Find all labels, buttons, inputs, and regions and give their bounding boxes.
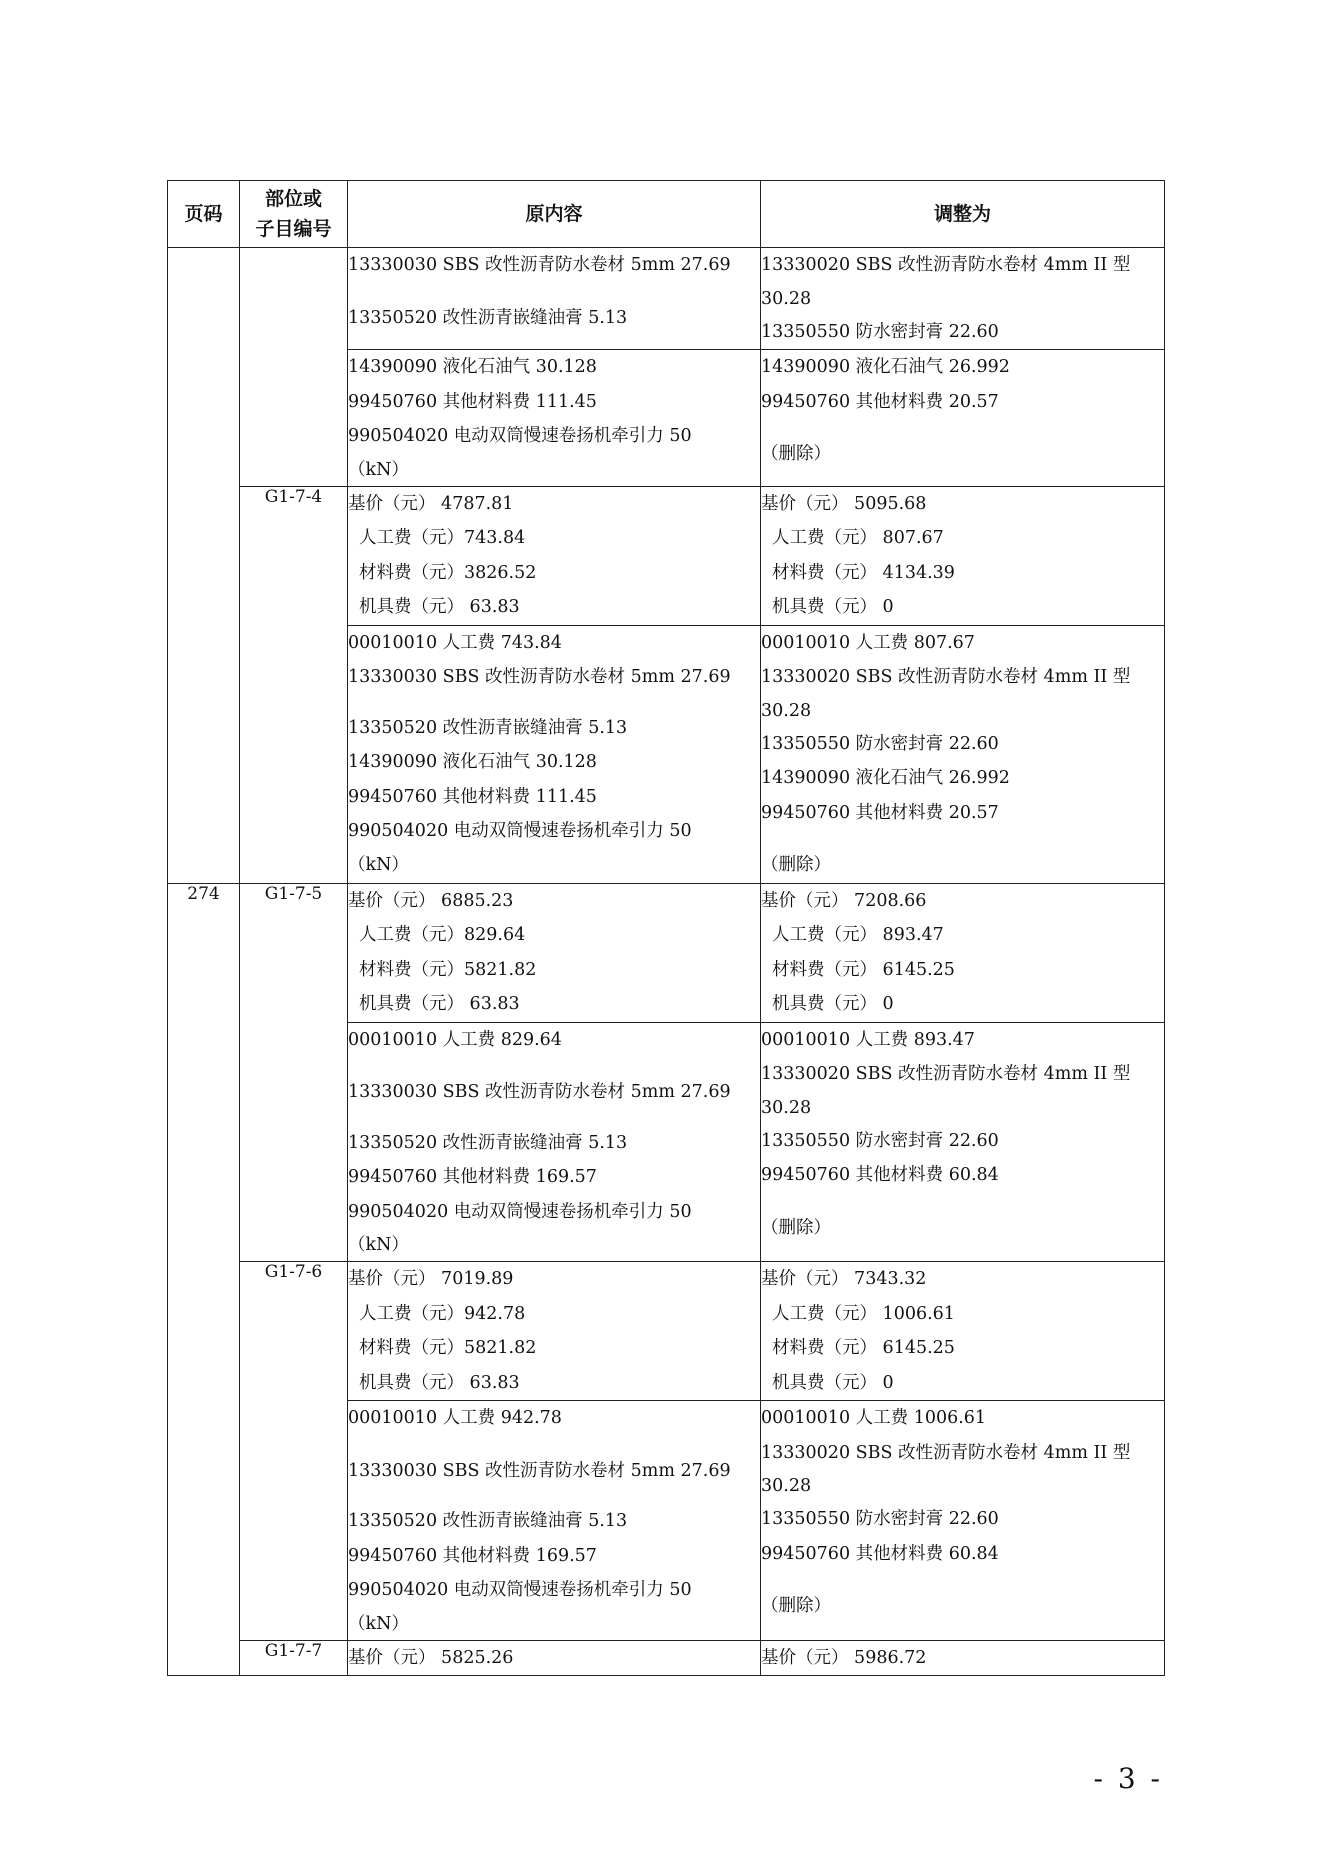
table-row [168, 1640, 1165, 1676]
code-cell: G1-7-4 [240, 486, 348, 883]
table-row [168, 1262, 1165, 1401]
adjustment-table [167, 180, 1165, 1676]
adjusted-cell: 00010010 人工费 893.47 13330020 SBS 改性沥青防水卷材 4mm II 型 30.28 13350550 防水密封膏 22.60 99450760 其他材料费 60.84 （删除） [761, 1022, 1165, 1262]
adjusted-cell: 基价（元） 7208.66 人工费（元） 893.47 材料费（元） 6145.25 机具费（元） 0 [761, 883, 1165, 1022]
header-row [168, 181, 1165, 248]
adjusted-cell: 13330020 SBS 改性沥青防水卷材 4mm II 型 30.28 13350550 防水密封膏 22.60 [761, 248, 1165, 350]
header-adjusted: 调整为 [761, 181, 1165, 248]
adjusted-cell: 14390090 液化石油气 26.992 99450760 其他材料费 20.57 （删除） [761, 350, 1165, 487]
table-row [168, 248, 1165, 350]
code-cell: G1-7-7 [240, 1640, 348, 1676]
header-page: 页码 [168, 181, 240, 248]
adjusted-cell: 基价（元） 5986.72 [761, 1640, 1165, 1676]
original-cell: 基价（元） 5825.26 [348, 1640, 761, 1676]
original-cell: 基价（元） 7019.89 人工费（元）942.78 材料费（元）5821.82 机具费（元） 63.83 [348, 1262, 761, 1401]
code-cell [240, 248, 348, 487]
adjusted-cell: 00010010 人工费 1006.61 13330020 SBS 改性沥青防水卷材 4mm II 型 30.28 13350550 防水密封膏 22.60 99450760 其他材料费 60.84 （删除） [761, 1401, 1165, 1641]
original-cell: 00010010 人工费 743.84 13330030 SBS 改性沥青防水卷材 5mm 27.69 13350520 改性沥青嵌缝油膏 5.13 14390090 液化石油气 30.128 99450760 其他材料费 111.45 990504020 电动双筒慢速卷扬机牵引力 50 （kN） [348, 625, 761, 883]
original-cell: 基价（元） 4787.81 人工费（元）743.84 材料费（元）3826.52 机具费（元） 63.83 [348, 486, 761, 625]
original-cell: 00010010 人工费 942.78 13330030 SBS 改性沥青防水卷材 5mm 27.69 13350520 改性沥青嵌缝油膏 5.13 99450760 其他材料费 169.57 990504020 电动双筒慢速卷扬机牵引力 50 （kN） [348, 1401, 761, 1641]
adjusted-cell: 基价（元） 5095.68 人工费（元） 807.67 材料费（元） 4134.39 机具费（元） 0 [761, 486, 1165, 625]
adjusted-cell: 基价（元） 7343.32 人工费（元） 1006.61 材料费（元） 6145.25 机具费（元） 0 [761, 1262, 1165, 1401]
page-cell: 274 [168, 883, 240, 1676]
page-cell [168, 248, 240, 884]
header-code: 部位或 子目编号 [240, 181, 348, 248]
table-row [168, 883, 1165, 1022]
code-cell: G1-7-6 [240, 1262, 348, 1641]
page-number: - 3 - [1093, 1762, 1163, 1795]
original-cell: 00010010 人工费 829.64 13330030 SBS 改性沥青防水卷材 5mm 27.69 13350520 改性沥青嵌缝油膏 5.13 99450760 其他材料费 169.57 990504020 电动双筒慢速卷扬机牵引力 50 （kN） [348, 1022, 761, 1262]
table-row [168, 486, 1165, 625]
adjusted-cell: 00010010 人工费 807.67 13330020 SBS 改性沥青防水卷材 4mm II 型 30.28 13350550 防水密封膏 22.60 14390090 液化石油气 26.992 99450760 其他材料费 20.57 （删除） [761, 625, 1165, 883]
original-cell: 基价（元） 6885.23 人工费（元）829.64 材料费（元）5821.82 机具费（元） 63.83 [348, 883, 761, 1022]
code-cell: G1-7-5 [240, 883, 348, 1262]
original-cell: 13330030 SBS 改性沥青防水卷材 5mm 27.69 13350520 改性沥青嵌缝油膏 5.13 [348, 248, 761, 350]
header-original: 原内容 [348, 181, 761, 248]
original-cell: 14390090 液化石油气 30.128 99450760 其他材料费 111.45 990504020 电动双筒慢速卷扬机牵引力 50 （kN） [348, 350, 761, 487]
